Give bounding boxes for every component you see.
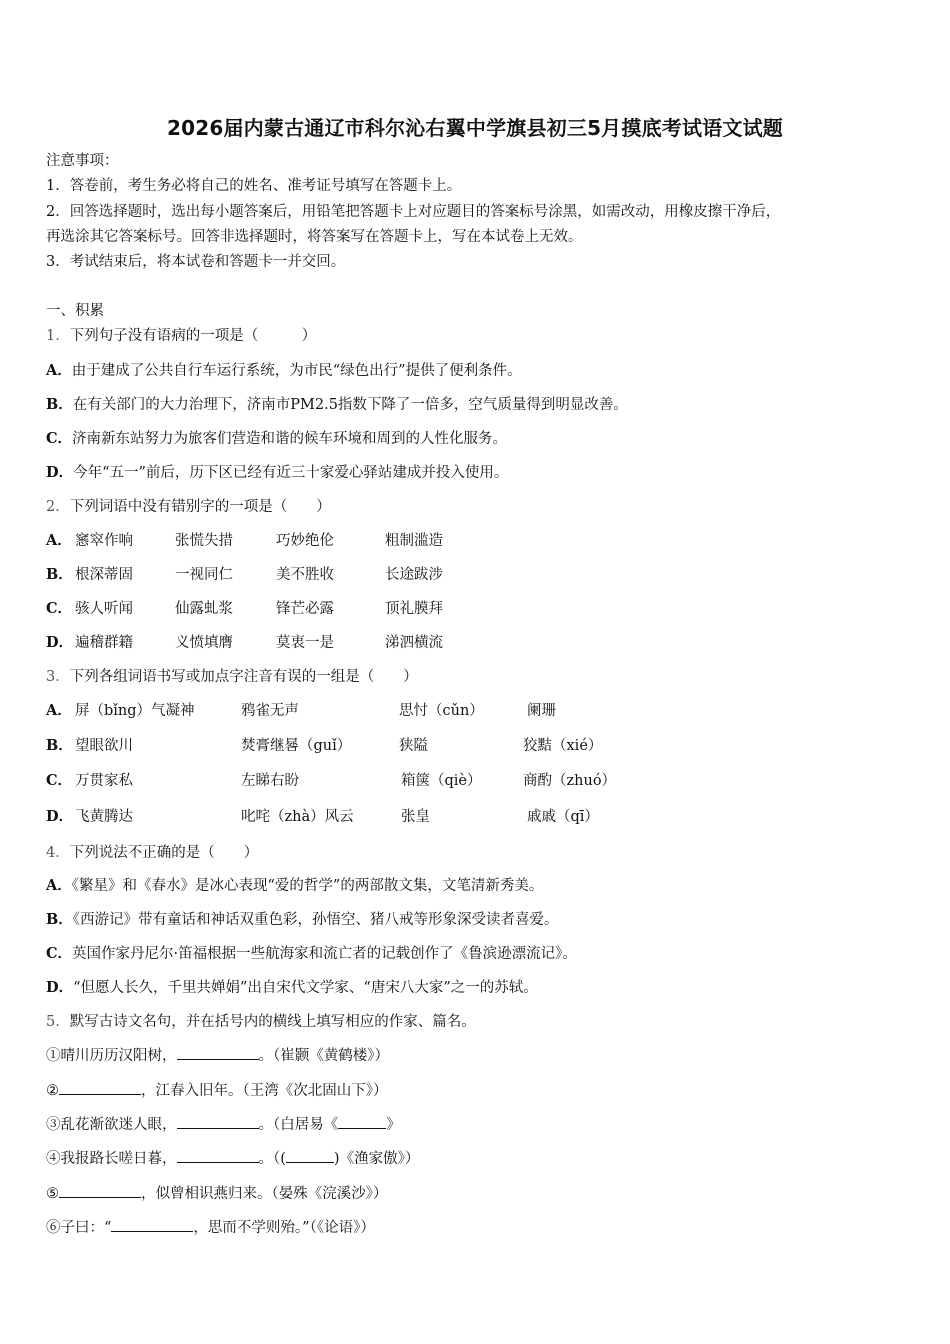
answer-blank[interactable] (59, 1183, 141, 1198)
option-text: 《西游记》带有童话和神话双重色彩，孙悟空、猪八戒等形象深受读者喜爱。 (72, 912, 559, 928)
word-item: 张慌失措 (175, 533, 233, 549)
word-item: 狭隘 (399, 738, 428, 754)
word-item: 思忖（cǔn） (399, 703, 484, 719)
fill-text: ，似曾相识燕归来。（晏殊《浣溪沙》） (141, 1186, 388, 1202)
word-item: 巧妙绝伦 (276, 533, 334, 549)
option-label: A． (46, 532, 72, 549)
word-item: 锋芒必露 (276, 601, 334, 617)
word-item: 左睇右盼 (241, 773, 299, 789)
question-1-stem (46, 326, 316, 346)
q4-option-d (46, 978, 538, 998)
word-item: 莫衷一是 (276, 635, 334, 651)
q4-option-a (46, 876, 543, 896)
q1-option-b (46, 395, 628, 415)
word-item: 狡黠（xié） (523, 738, 603, 754)
q1-option-c (46, 429, 507, 449)
word-item: 义愤填膺 (175, 635, 233, 651)
option-label: D． (46, 634, 74, 651)
option-label: B． (46, 737, 73, 754)
option-text: 今年“五一”前后，历下区已经有近三十家爱心驿站建成并投入使用。 (73, 465, 509, 481)
word-item: 张皇 (401, 809, 430, 825)
option-label: D． (46, 464, 74, 481)
fill-item-2 (46, 1080, 388, 1101)
option-label: D． (46, 808, 74, 825)
notice-item: 1．答卷前，考生务必将自己的姓名、准考证号填写在答题卡上。 (46, 178, 462, 194)
option-label: B． (46, 396, 73, 413)
fill-text: ⑤ (46, 1186, 59, 1202)
option-label: C． (46, 945, 73, 962)
fill-text: 。（( (258, 1151, 286, 1167)
option-label: A． (46, 362, 72, 379)
fill-item-1 (46, 1045, 389, 1066)
question-3-stem (46, 667, 418, 687)
word-item: 鸦雀无声 (241, 703, 299, 719)
option-label: B． (46, 911, 73, 928)
option-label: C． (46, 772, 73, 789)
q1-option-a (46, 361, 522, 381)
question-number: 2． (46, 499, 70, 515)
option-text: 由于建成了公共自行车运行系统，为市民“绿色出行”提供了便利条件。 (71, 363, 522, 379)
fill-text: ② (46, 1083, 59, 1099)
question-number: 1． (46, 328, 70, 344)
fill-text: ③乱花渐欲迷人眼， (46, 1117, 177, 1133)
question-number: 5． (46, 1014, 70, 1030)
exam-title: 2026届内蒙古通辽市科尔沁右翼中学旗县初三5月摸底考试语文试题 (167, 116, 783, 140)
question-text: 默写古诗文名句，并在括号内的横线上填写相应的作家、篇名。 (69, 1014, 476, 1030)
question-4-stem (46, 843, 258, 863)
question-number: 4． (46, 845, 70, 861)
answer-blank[interactable] (177, 1148, 259, 1163)
answer-blank[interactable] (177, 1045, 259, 1060)
option-text: “但愿人长久，千里共婵娟”出自宋代文学家、“唐宋八大家”之一的苏轼。 (73, 980, 538, 996)
fill-item-4 (46, 1148, 419, 1169)
word-item: 美不胜收 (276, 567, 334, 583)
option-label: A． (46, 877, 72, 894)
answer-blank[interactable] (59, 1080, 141, 1095)
word-item: 箱箧（qiè） (401, 773, 482, 789)
word-item: 商酌（zhuó） (523, 773, 617, 789)
fill-text: ，思而不学则殆。”（《论语》） (193, 1220, 375, 1236)
q1-option-d (46, 463, 508, 483)
notice-heading: 注意事项： (46, 153, 119, 169)
answer-blank[interactable] (111, 1217, 193, 1232)
question-number: 3． (46, 669, 70, 685)
option-text: 《繁星》和《春水》是冰心表现“爱的哲学”的两部散文集，文笔清新秀美。 (71, 878, 544, 894)
question-2-stem (46, 497, 331, 517)
word-item: 飞黄腾达 (75, 809, 133, 825)
option-text: 在有关部门的大力治理下，济南市PM2.5指数下降了一倍多，空气质量得到明显改善。 (72, 397, 628, 413)
word-item: 窸窣作响 (75, 533, 133, 549)
fill-item-5 (46, 1183, 388, 1204)
word-item: 一视同仁 (175, 567, 233, 583)
word-item: 顶礼膜拜 (385, 601, 443, 617)
word-item: 仙露虬浆 (175, 601, 233, 617)
question-text: 下列词语中没有错别字的一项是（ ） (69, 499, 331, 515)
fill-item-3 (46, 1114, 401, 1135)
word-item: 骇人听闻 (75, 601, 133, 617)
option-label: C． (46, 430, 73, 447)
word-item: 涕泗横流 (385, 635, 443, 651)
fill-text: 。（白居易《 (258, 1117, 339, 1133)
option-text: 英国作家丹尼尔·笛福根据一些航海家和流亡者的记载创作了《鲁滨逊漂流记》。 (72, 946, 577, 962)
notice-item: 再选涂其它答案标号。回答非选择题时，将答案写在答题卡上，写在本试卷上无效。 (46, 229, 583, 245)
word-item: 焚膏继晷（guǐ） (241, 738, 352, 754)
question-text: 下列各组词语书写或加点字注音有误的一组是（ ） (69, 669, 418, 685)
option-text: 济南新东站努力为旅客们营造和谐的候车环境和周到的人性化服务。 (72, 431, 508, 447)
word-item: 遍稽群籍 (75, 635, 133, 651)
option-label: C． (46, 600, 73, 617)
option-label: D． (46, 979, 74, 996)
fill-text: ，江春入旧年。（王湾《次北固山下》） (141, 1083, 388, 1099)
q4-option-b (46, 910, 559, 930)
word-item: 屏（bǐng）气凝神 (75, 703, 195, 719)
fill-item-6 (46, 1217, 375, 1238)
fill-text: 》 (386, 1117, 401, 1133)
option-label: A． (46, 702, 72, 719)
fill-text: ⑥子曰：“ (46, 1220, 112, 1236)
fill-text: )《渔家傲》） (333, 1151, 420, 1167)
question-text: 下列说法不正确的是（ ） (69, 845, 259, 861)
word-item: 望眼欲川 (75, 738, 133, 754)
word-item: 长途跋涉 (385, 567, 443, 583)
word-item: 戚戚（qī） (527, 809, 599, 825)
word-item: 粗制滥造 (385, 533, 443, 549)
q4-option-c (46, 944, 577, 964)
option-label: B． (46, 566, 73, 583)
word-item: 叱咤（zhà）风云 (241, 809, 354, 825)
word-item: 阑珊 (527, 703, 556, 719)
answer-blank[interactable] (338, 1114, 386, 1129)
fill-text: ④我报路长嗟日暮， (46, 1151, 177, 1167)
section-heading: 一、积累 (46, 303, 104, 319)
answer-blank[interactable] (177, 1114, 259, 1129)
question-text: 下列句子没有语病的一项是（ ） (69, 328, 317, 344)
notice-item: 3．考试结束后，将本试卷和答题卡一并交回。 (46, 254, 346, 270)
question-5-stem (46, 1012, 476, 1032)
word-item: 万贯家私 (75, 773, 133, 789)
fill-text: ①晴川历历汉阳树， (46, 1048, 177, 1064)
word-item: 根深蒂固 (75, 567, 133, 583)
answer-blank[interactable] (286, 1148, 334, 1163)
fill-text: 。（崔颢《黄鹤楼》） (258, 1048, 389, 1064)
notice-item: 2．回答选择题时，选出每小题答案后，用铅笔把答题卡上对应题目的答案标号涂黑，如需改动，用橡皮擦干净后， (46, 204, 781, 220)
